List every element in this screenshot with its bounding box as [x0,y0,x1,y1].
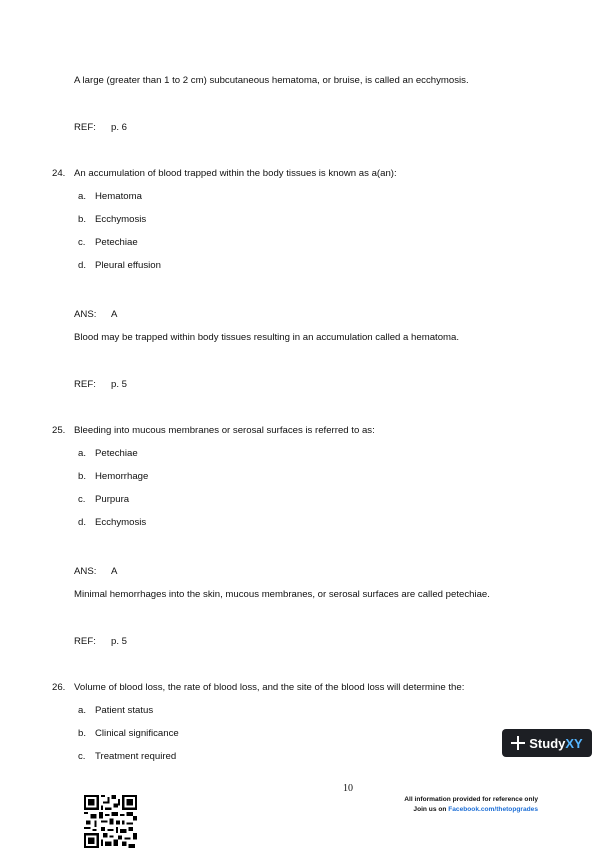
option-text: Patient status [95,705,154,716]
footer-note [404,795,538,815]
option-text: Ecchymosis [95,517,147,528]
option-text: Treatment required [95,751,177,762]
option-text: Pleural effusion [95,260,161,271]
prev-rationale: A large (greater than 1 to 2 cm) subcutaneous hematoma, or bruise, is called an ecchymosis. [74,75,469,86]
option-letter: d. [78,517,87,528]
option-text: Purpura [95,494,130,505]
option-text: Petechiae [95,237,138,248]
option-letter: c. [78,751,86,762]
ref-value: p. 5 [111,636,128,647]
brand-accent: XY [565,735,583,751]
option-text: Ecchymosis [95,214,147,225]
option-letter: b. [78,728,87,739]
option-letter: a. [78,705,87,716]
plus-icon [511,736,525,750]
option-letter: c. [78,237,86,248]
option-text: Clinical significance [95,728,179,739]
ref-label: REF: [74,636,96,647]
question-number: 24. [52,168,66,179]
question-text: An accumulation of blood trapped within the body tissues is known as a(an): [74,168,397,179]
option-text: Hematoma [95,191,142,202]
ref-label: REF: [74,379,96,390]
option-letter: a. [78,191,87,202]
qr-code-icon [84,795,137,848]
answer-rationale: Blood may be trapped within body tissues resulting in an accumulation called a hematoma. [74,332,460,343]
footer-note-line1: All information provided for reference only [404,796,538,803]
facebook-link[interactable]: Facebook.com/thetopgrades [448,806,538,813]
question-text: Bleeding into mucous membranes or serosal surfaces is referred to as: [74,425,375,436]
option-letter: c. [78,494,86,505]
answer-label: ANS: [74,309,97,320]
studyxy-badge[interactable] [502,729,592,757]
answer-value: A [111,309,118,320]
answer-value: A [111,566,118,577]
option-letter: a. [78,448,87,459]
brand-main: Study [529,735,566,751]
footer-note-line2 [404,805,538,815]
page-number: 10 [343,783,353,794]
question-number: 25. [52,425,66,436]
option-text: Petechiae [95,448,138,459]
option-letter: b. [78,471,87,482]
footer-note-prefix: Join us on [413,806,449,813]
answer-rationale: Minimal hemorrhages into the skin, mucous membranes, or serosal surfaces are called petechiae. [74,589,490,600]
prev-ref-value: p. 6 [111,122,128,133]
question-number: 26. [52,682,66,693]
question-text: Volume of blood loss, the rate of blood loss, and the site of the blood loss will determine the: [74,682,465,693]
ref-value: p. 5 [111,379,128,390]
option-letter: d. [78,260,87,271]
option-letter: b. [78,214,87,225]
brand-logo-text [529,736,582,751]
prev-ref-label: REF: [74,122,96,133]
answer-label: ANS: [74,566,97,577]
option-text: Hemorrhage [95,471,149,482]
